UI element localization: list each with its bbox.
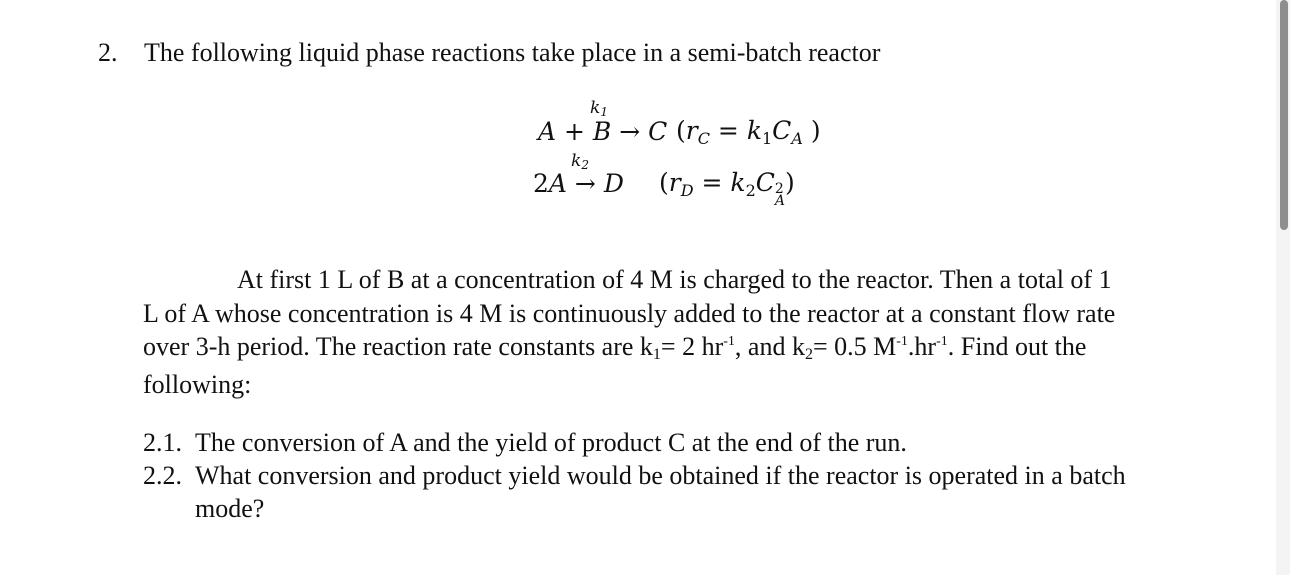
question-number: 2.2.	[143, 461, 182, 490]
vertical-scrollbar[interactable]	[1276, 0, 1290, 575]
reaction-2-rate-law: ($r_D = k_2C$ 2 A )	[659, 168, 795, 209]
problem-intro: The following liquid phase reactions take place in a semi-batch reactor	[144, 38, 881, 67]
question-text: The conversion of A and the yield of product C at the end of the run.	[195, 428, 907, 457]
question-text-line-1: What conversion and product yield would be obtained if the reactor is operated in a batch	[195, 461, 1126, 490]
problem-paragraph: At first 1 L of B at a concentration of 4 M is charged to the reactor. Then a total of 1 L of A whose concentration is 4 M is continuously added to the reactor at a constant flow rate over 3-h period. The reaction rate constants are k1= 2 $hr^{-1}$, and k2= 0.5 $M^{-1}.hr^{-1}$. Find out the following:	[143, 265, 1116, 399]
reaction-1-rate-constant: k1	[590, 98, 608, 119]
reaction-1-rate-law: ($r_C = k_1C_A$ )	[676, 116, 821, 148]
scrollbar-thumb[interactable]	[1280, 0, 1288, 230]
problem-number: 2.	[98, 38, 118, 67]
problem-heading	[98, 38, 880, 68]
question-text-line-2: mode?	[195, 494, 265, 523]
reaction-2-equation: 2A → D	[533, 169, 624, 198]
reaction-2-rate-constant: k2	[571, 151, 589, 172]
reaction-1-equation: A + B → C	[538, 117, 668, 146]
question-2-2	[143, 459, 1126, 525]
question-number: 2.1.	[143, 428, 182, 457]
question-2-1	[143, 426, 907, 459]
